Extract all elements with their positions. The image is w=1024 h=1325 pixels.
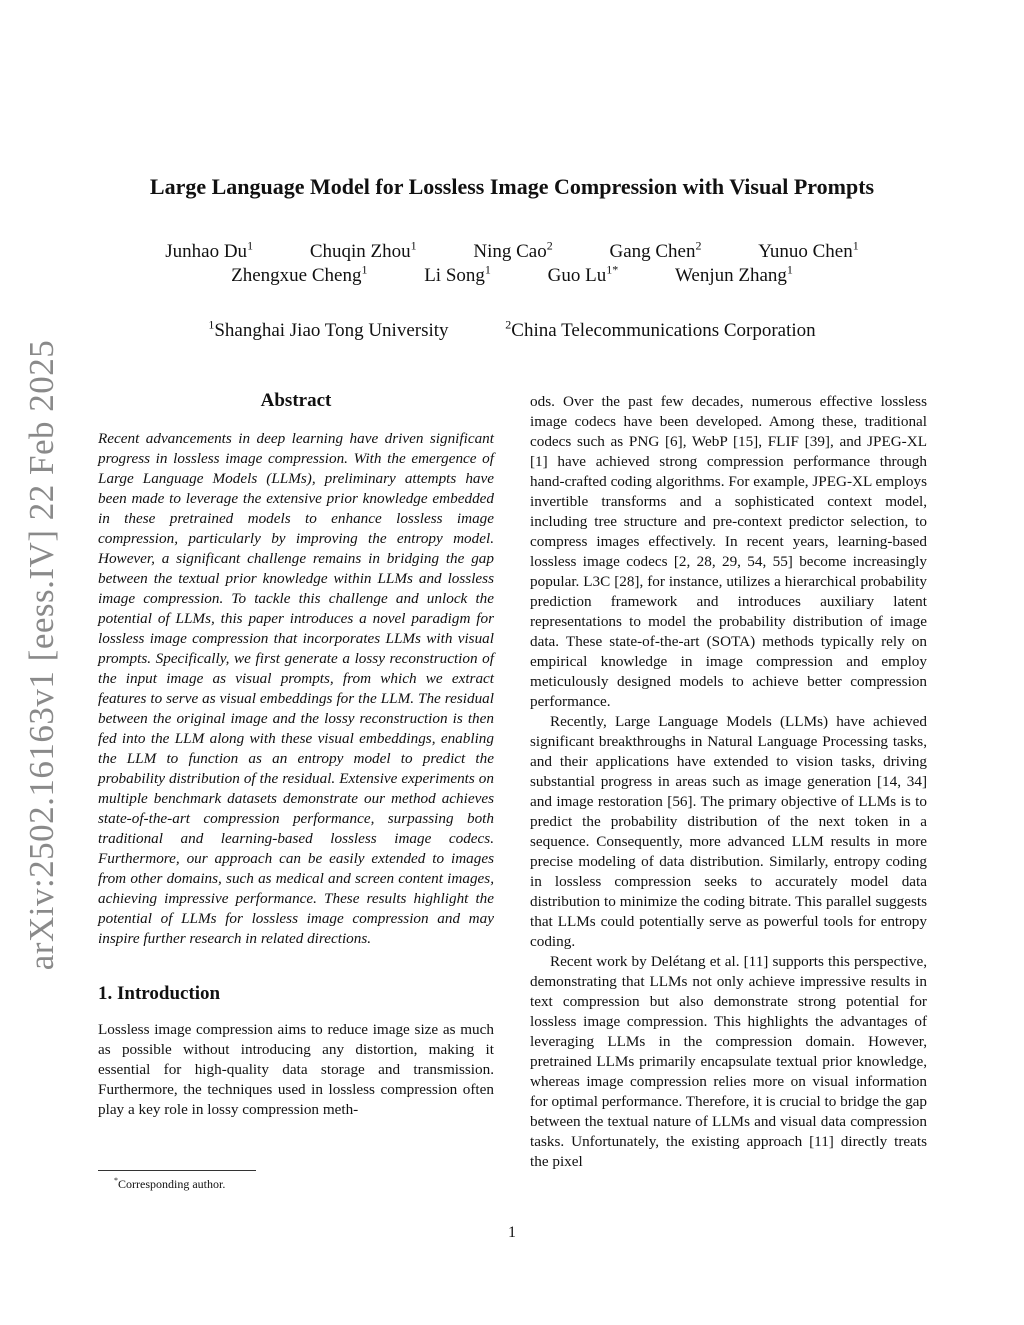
author: Yunuo Chen$^1$ [758,238,859,262]
left-column [98,390,494,1120]
paper-title: Large Language Model for Lossless Image Compression with Visual Prompts [149,174,875,199]
abstract-text: Recent advancements in deep learning have driven significant progress in lossless image compression. With the emergence of Large Language Models (LLMs), preliminary attempts have been made to leverage the extensive prior knowledge embedded in these pretrained models to enhance lossless image compression, particularly by improving the entropy model. However, a significant challenge remains in bridging the gap between the textual prior knowledge within LLMs and lossless image compression. To tackle this challenge and unlock the potential of LLMs, this paper introduces a novel paradigm for lossless image compression that incorporates LLMs with visual prompts. Specifically, we first generate a lossy reconstruction of the input image as visual prompts, from which we extract features to serve as visual embeddings for the LLM. The residual between the original image and the lossy reconstruction is then fed into the LLM along with these visual embeddings, enabling the LLM to function as an entropy model to predict the probability distribution of the residual. Extensive experiments on multiple benchmark datasets demonstrate our method achieves state-of-the-art compression performance, surpassing both traditional and learning-based lossless image codecs. Furthermore, our approach can be easily extended to images from other domains, such as medical and screen content images, achieving impressive performance. These results highlight the potential of LLMs for lossless image compression and may inspire further research in related directions. [98,430,494,947]
affiliation: $^1$Shanghai Jiao Tong University [208,317,449,341]
introduction-paragraph: Recently, Large Language Models (LLMs) have achieved significant breakthroughs in Natural Language Processing tasks, and their applications have extended to vision tasks, driving substantial progress in areas such as image generation [14, 34] and image restoration [56]. The primary objective of LLMs is to predict the probability distribution of the next token in a sequence. Consequently, more advanced LLM results in more precise modeling of data distribution. Similarly, entropy coding in lossless compression seeks to accurately model data distribution to minimize the coding bitrate. This parallel suggests that LLMs could potentially serve as powerful tools for entropy coding. [530,713,927,950]
author: Chuqin Zhou$^1$ [309,238,417,262]
author: Guo $Lu^{1*}$ [547,262,619,286]
introduction-paragraph: Recent work by Delétang et al. [11] supports this perspective, demonstrating that LLMs not only achieve impressive results in text compression but also demonstrate strong potential for lossless image compression. This highlights the advantages of leveraging LLMs in the compression domain. However, pretrained LLMs primarily encapsulate textual prior knowledge, whereas image compression relies more on visual information for optimal performance. Therefore, it is crucial to bridge the gap between the textual nature of LLMs and visual data compression tasks. Unfortunately, the existing approach [11] directly treats the pixel [530,953,927,1170]
page-number: 1 [508,1224,516,1241]
introduction-paragraph: Lossless image compression aims to reduce image size as much as possible without introducing any distortion, making it essential for high-quality data storage and transmission. Furthermore, the techniques used in lossless compression often play a key role in lossy compression meth- [98,1021,494,1118]
introduction-heading: 1. Introduction [98,983,221,1004]
affiliation: $^2$China Telecommunications Corporation [505,317,816,341]
author: Wenjun Zhang$^1$ [674,262,793,286]
right-column [530,392,927,1172]
affiliations [0,317,1024,342]
author-list-row-1 [0,240,1024,264]
footnote-divider [98,1170,256,1171]
footnote: *Corresponding author. [114,1176,226,1191]
author: Junhao Du$^1$ [165,238,254,262]
arxiv-identifier-stamp: arXiv:2502.16163v1 [eess.IV] 22 Feb 2025 [22,339,61,971]
author-list-row-2 [0,264,1024,288]
introduction-paragraph: ods. Over the past few decades, numerous effective lossless image codecs have been developed. Among these, traditional codecs such as PNG [6], WebP [15], FLIF [39], and JPEG-XL [1] have achieved strong compression performance through hand-crafted coding algorithms. For example, JPEG-XL employs invertible transforms and a sophisticated context model, including tree structure and pre-context predictor selection, to compress images effectively. In recent years, learning-based lossless image codecs [2, 28, 29, 54, 55] become increasingly popular. L3C [28], for instance, utilizes a hierarchical probability prediction framework and introduces auxiliary latent representations to model the probability distribution of image data. These state-of-the-art (SOTA) methods typically rely on empirical knowledge in image compression and employ meticulously designed models to achieve better compression performance. [530,393,927,710]
author: Ning Cao$^2$ [473,238,553,262]
author: Gang Chen$^2$ [609,238,702,262]
abstract-heading: Abstract [260,390,332,411]
author: Li Song$^1$ [424,262,491,286]
author: Zhengxue Cheng$^1$ [231,262,368,286]
